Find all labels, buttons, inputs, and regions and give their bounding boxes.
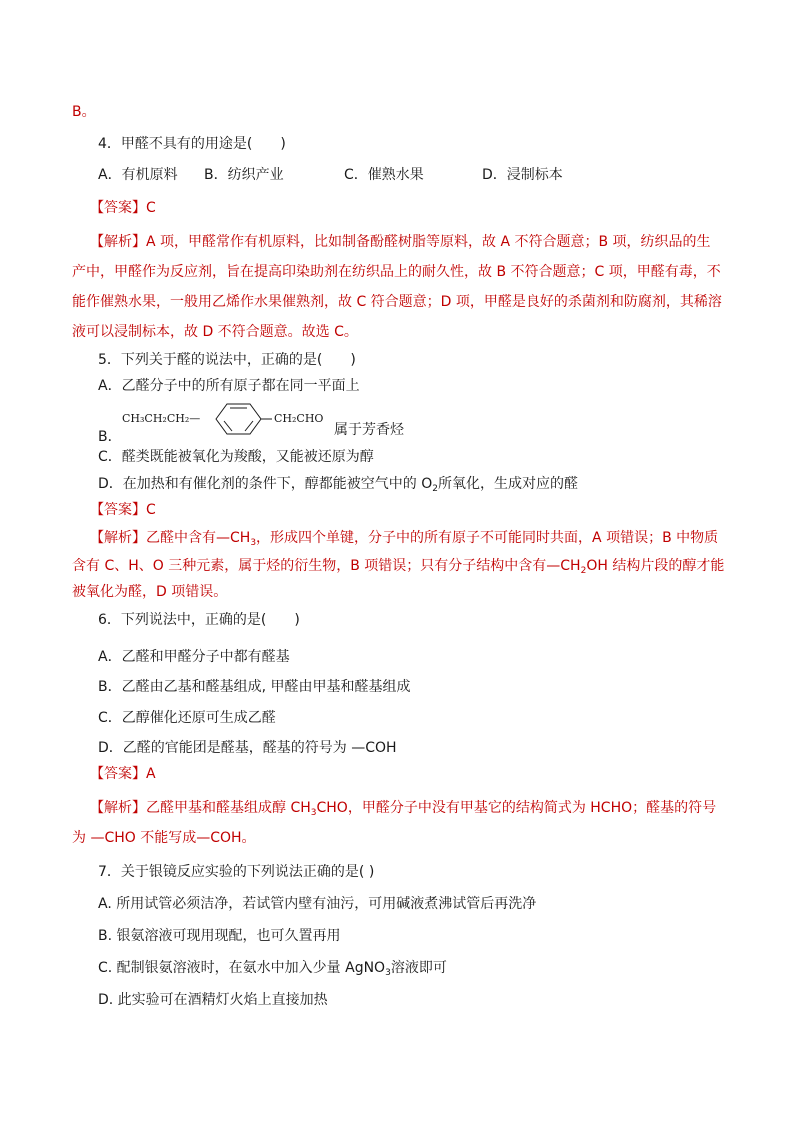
explanation-subscript: 3 — [250, 538, 257, 548]
q5-option-a: A．乙醛分子中的所有原子都在同一平面上 — [98, 378, 360, 394]
q4-option-a: A．有机原料 — [98, 167, 178, 183]
explanation-subscript: 2 — [580, 566, 587, 576]
question-6: 6．下列说法中，正确的是( ) — [98, 612, 300, 628]
q4-explanation-line-4: 液可以浸制标本，故 D 不符合题意。故选 C。 — [72, 324, 358, 340]
q6-option-a: A．乙醛和甲醛分子中都有醛基 — [98, 649, 290, 665]
q5-d-text-pre: D．在加热和有催化剂的条件下，醇都能被空气中的 O — [98, 476, 433, 492]
q5-option-b-label: B． — [98, 429, 122, 445]
q7-option-a: A. 所用试管必须洁净，若试管内壁有油污，可用碱液煮沸试管后再洗净 — [98, 896, 537, 912]
q5-d-text-post: 所氧化，生成对应的醛 — [437, 476, 578, 492]
q5-explanation-line-3: 被氧化为醛，D 项错误。 — [72, 584, 228, 600]
q5-d-subscript: 2 — [432, 484, 438, 494]
explanation-text-pre: 含有 C、H、O 三种元素，属于烃的衍生物，B 项错误；只有分子结构中含有—CH — [72, 558, 581, 574]
q7-option-c — [98, 958, 447, 978]
q6-option-d: D．乙醛的官能团是醛基，醛基的符号为 —COH — [98, 740, 397, 756]
explanation-text-pre: 乙醛甲基和醛基组成醇 CH — [146, 800, 311, 816]
q6-answer — [90, 764, 156, 784]
q4-option-c: C．催熟水果 — [344, 167, 424, 183]
explanation-text-post: ，形成四个单键，分子中的所有原子不可能同时共面，A 项错误；B 中物质 — [256, 530, 719, 546]
q4-option-d: D．浸制标本 — [482, 167, 563, 183]
q5-option-d — [98, 474, 578, 494]
q4-explanation-line-2: 产中，甲醛作为反应剂，旨在提高印染助剂在纺织品上的耐久性，故 B 不符合题意；C 项，甲醛有毒，不 — [72, 264, 721, 280]
q5-explanation-line-1 — [90, 528, 718, 548]
double-bond-3 — [224, 421, 232, 431]
q7-option-b: B. 银氨溶液可现用现配，也可久置再用 — [98, 928, 341, 944]
answer-value: C — [146, 502, 156, 518]
q6-explanation-line-1 — [90, 798, 716, 818]
q4-explanation-line-3: 能作催熟水果，一般用乙烯作水果催熟剂，故 C 符合题意；D 项，甲醛是良好的杀菌剂和防腐剂，其稀溶 — [72, 294, 722, 310]
question-5: 5．下列关于醛的说法中，正确的是( ) — [98, 352, 356, 368]
question-7: 7．关于银镜反应实验的下列说法正确的是( ) — [98, 864, 375, 880]
q7-c-text-post: 溶液即可 — [390, 960, 447, 976]
explanation-label: 【解析】 — [90, 800, 146, 816]
answer-value: C — [146, 200, 156, 216]
explanation-text-pre: 乙醛中含有—CH — [146, 530, 251, 546]
explanation-text-post: CHO，甲醛分子中没有甲基它的结构简式为 HCHO；醛基的符号 — [316, 800, 717, 816]
question-4: 4．甲醛不具有的用途是( ) — [98, 136, 286, 152]
q7-option-d: D. 此实验可在酒精灯火焰上直接加热 — [98, 992, 328, 1008]
question-4-options — [98, 165, 563, 185]
q7-c-subscript: 3 — [385, 968, 391, 978]
q4-answer — [90, 198, 156, 218]
prev-answer-tail: B。 — [72, 104, 96, 120]
explanation-text-post: OH 结构片段的醇才能 — [586, 558, 725, 574]
q4-explanation-line-1 — [90, 232, 711, 252]
answer-label: 【答案】 — [90, 502, 146, 518]
q6-explanation-line-2: 为 —CHO 不能写成—COH。 — [72, 830, 256, 846]
explanation-label: 【解析】 — [90, 234, 146, 250]
explanation-text: A 项，甲醛常作有机原料，比如制备酚醛树脂等原料，故 A 不符合题意；B 项，纺织品的生 — [146, 234, 711, 250]
formula-right: CH₂CHO — [274, 412, 324, 425]
q6-option-b: B．乙醛由乙基和醛基组成, 甲醛由甲基和醛基组成 — [98, 679, 411, 695]
q7-c-text-pre: C. 配制银氨溶液时，在氨水中加入少量 AgNO — [98, 960, 386, 976]
q5-option-c: C．醛类既能被氧化为羧酸，又能被还原为醇 — [98, 449, 374, 465]
double-bond-2 — [245, 421, 253, 431]
answer-value: A — [146, 766, 156, 782]
formula-left: CH₃CH₂CH₂— — [122, 412, 201, 425]
q5-answer — [90, 500, 156, 520]
answer-label: 【答案】 — [90, 766, 146, 782]
q6-option-c: C．乙醇催化还原可生成乙醛 — [98, 710, 276, 726]
explanation-subscript: 3 — [310, 808, 317, 818]
q5-explanation-line-2 — [72, 556, 724, 576]
q5-option-b-suffix: 属于芳香烃 — [334, 422, 404, 438]
q4-option-b: B．纺织产业 — [204, 167, 284, 183]
answer-label: 【答案】 — [90, 200, 146, 216]
explanation-label: 【解析】 — [90, 530, 146, 546]
